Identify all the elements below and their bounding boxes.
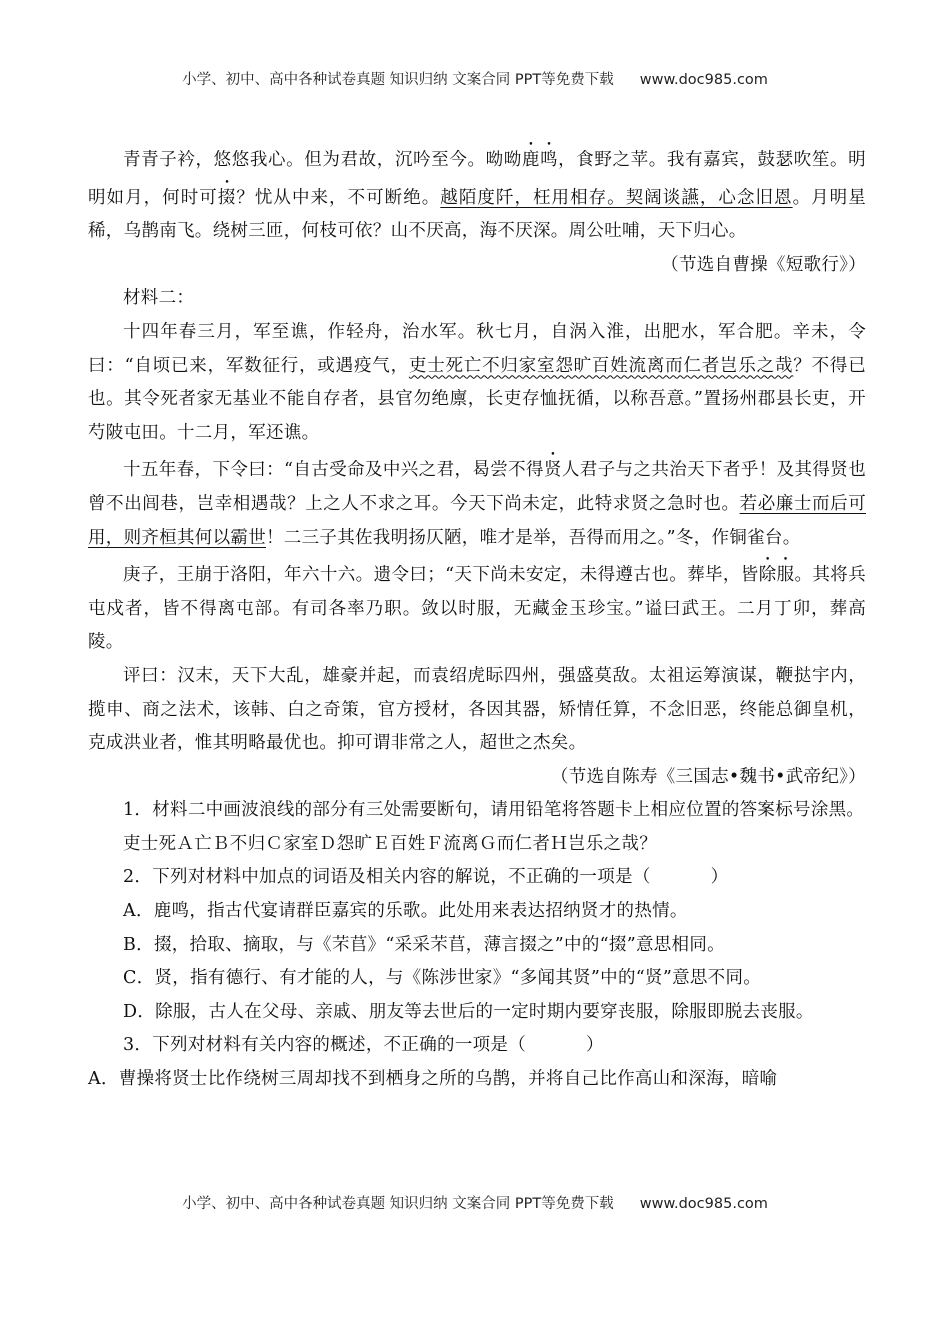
option-a: A．鹿鸣，指古代宴请群臣嘉宾的乐歌。此处用来表达招纳贤才的热情。 <box>123 901 688 922</box>
text: 庚子，王崩于洛阳，年六十六。遗令曰；“天下尚未安定，未得遵古也。葬毕，皆 <box>123 565 759 586</box>
question-1: 1．材料二中画波浪线的部分有三处需要断句，请用铅笔将答题卡上相应位置的答案标号涂黑。 <box>123 800 865 821</box>
option-b: B．掇，拾取、摘取，与《芣苢》“采采芣苢，薄言掇之”中的“掇”意思相同。 <box>123 934 725 955</box>
option-c: C．贤，指有德行、有才能的人，与《陈涉世家》“多闻其贤”中的“贤”意思不同。 <box>123 968 762 989</box>
dotted-word-xian: 贤 <box>543 460 562 481</box>
text: 人君子与之共治天下者乎！及其得贤也曾不出闾巷，岂幸相遇哉？上之人不求之耳。今天下尚未定，此特求贤之急时也。 <box>88 460 866 514</box>
material2-paragraph <box>88 555 866 660</box>
material2-source: （节选自陈寿《三国志•魏书•武帝纪》） <box>550 766 866 787</box>
poem-source: （节选自曹操《短歌行》） <box>661 254 866 275</box>
question-text: 3．下列对材料有关内容的概述，不正确的一项是（ <box>123 1035 527 1056</box>
material2-title: 材料二： <box>123 288 195 309</box>
dotted-word-luming: 鹿鸣 <box>521 150 559 170</box>
underlined-text: 若必廉士而后可用，则齐桓其何以霸世 <box>88 493 866 548</box>
text: 。其将兵屯戍者，皆不得离屯部。有司各率乃职。敛以时服，无藏金玉珍宝。”谥曰武王。二月丁卯，葬高陵。 <box>88 565 866 653</box>
poem-text: 青青子衿，悠悠我心。但为君故，沉吟至今。呦呦 <box>123 150 522 170</box>
question-1-sentence: 吏士死Ａ亡Ｂ不归Ｃ家室Ｄ怨旷Ｅ百姓Ｆ流离Ｇ而仁者Ｈ岂乐之哉？ <box>123 833 657 854</box>
material2-commentary: 评曰：汉末，天下大乱，雄豪并起，而袁绍虎眎四州，强盛莫敌。太祖运筹演谋，鞭挞宇内，揽申、商之法术，该韩、白之奇策，官方授材，各因其器，矫情任算，不念旧恶，终能总御皇机，克成洪业者，惟其明略最优也。抑可谓非常之人，超世之杰矣。 <box>88 665 866 754</box>
question-3 <box>88 1029 866 1063</box>
poem-text: ？忧从中来，不可断绝。 <box>236 187 441 208</box>
poem-text: ，食野之苹。我有嘉宾，鼓瑟吹笙。明明如月，何时可 <box>88 150 866 208</box>
material2-paragraph <box>88 450 866 555</box>
text: ？不得已也。其令死者家无基业不能自存者，县官勿绝廪，长吏存恤抚循，以称吾意。”置扬州郡县长吏，开芍陂屯田。十二月，军还谯。 <box>88 355 866 443</box>
document-body <box>88 140 866 1097</box>
question-text: ） <box>710 867 729 888</box>
poem-paragraph <box>88 140 866 249</box>
dotted-word-chufu: 除服 <box>758 565 795 586</box>
material2-paragraph <box>88 316 866 450</box>
q3-option-a: A．曹操将贤士比作绕树三周却找不到栖身之所的乌鹊，并将自己比作高山和深海，暗喻 <box>88 1069 778 1090</box>
underlined-poem-text: 越陌度阡，枉用相存。契阔谈讌，心念旧恩 <box>440 187 793 208</box>
wavy-underlined-text: 吏士死亡不归家室怨旷百姓流离而仁者岂乐之哉 <box>408 355 794 376</box>
header-text: 小学、初中、高中各种试卷真题 知识归纳 文案合同 PPT等免费下载 <box>182 72 614 88</box>
poem-text: 。月明星稀，乌鹊南飞。绕树三匝，何枝可依？山不厌高，海不厌深。周公吐哺，天下归心。 <box>88 187 866 242</box>
question-text: 2．下列对材料中加点的词语及相关内容的解说，不正确的一项是（ <box>123 867 651 888</box>
header-url: www.doc985.com <box>639 72 768 88</box>
text: ！二三子其佐我明扬仄陋，唯才是举，吾得而用之。”冬，作铜雀台。 <box>266 527 801 548</box>
question-2 <box>88 861 866 895</box>
page-footer <box>0 1192 950 1213</box>
question-text: ） <box>586 1035 604 1056</box>
text: 十五年春，下令曰：“自古受命及中兴之君，曷尝不得 <box>123 460 544 481</box>
dotted-word-duo: 掇 <box>217 187 237 208</box>
footer-text: 小学、初中、高中各种试卷真题 知识归纳 文案合同 PPT等免费下载 <box>182 1196 614 1212</box>
page-header <box>0 68 950 89</box>
footer-url: www.doc985.com <box>639 1196 768 1212</box>
option-d: D．除服，古人在父母、亲戚、朋友等去世后的一定时期内要穿丧服，除服即脱去丧服。 <box>123 1001 814 1022</box>
text: 十四年春三月，军至谯，作轻舟，治水军。秋七月，自涡入淮，出肥水，军合肥。辛未，令曰：“自顷已来，军数征行，或遇疫气， <box>88 321 866 376</box>
